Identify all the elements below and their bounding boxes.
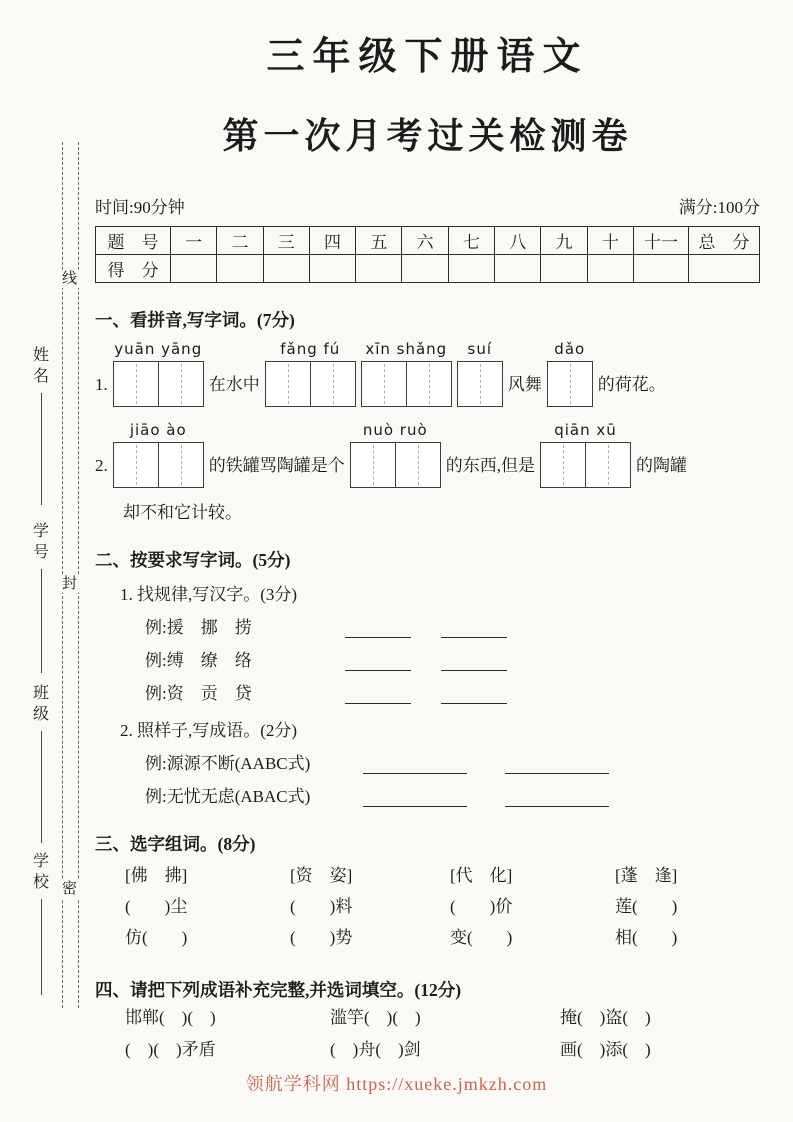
answer-blank bbox=[345, 683, 411, 704]
score-cell bbox=[448, 255, 494, 283]
score-cell bbox=[541, 255, 587, 283]
score-table-col: 十 bbox=[587, 227, 633, 255]
question-text: 的荷花。 bbox=[597, 375, 666, 395]
idiom-blank: 邯郸( )( ) bbox=[125, 1008, 216, 1028]
section2-sub1: 1. 找规律,写汉字。(3分) bbox=[120, 585, 298, 605]
writing-cell bbox=[158, 443, 203, 487]
seal-field-blank-line bbox=[41, 899, 42, 995]
choice-pair: [佛 拂] bbox=[125, 866, 188, 886]
seal-field-class bbox=[30, 684, 52, 843]
page-subtitle: 第一次月考过关检测卷 bbox=[222, 115, 633, 156]
seal-field-label: 学号 bbox=[32, 523, 49, 561]
choice-column bbox=[450, 860, 615, 953]
seal-field-label: 学校 bbox=[32, 853, 49, 891]
score-cell bbox=[356, 255, 402, 283]
answer-blank bbox=[505, 753, 609, 774]
section1-question2 bbox=[95, 421, 760, 488]
score-cell bbox=[495, 255, 541, 283]
word-blank: ( )料 bbox=[290, 897, 353, 917]
example-text: 例:援 挪 捞 bbox=[145, 618, 252, 638]
pinyin-label: fǎng fú bbox=[280, 340, 341, 359]
answer-blank bbox=[345, 617, 411, 638]
paper-content bbox=[95, 0, 760, 1066]
answer-blank bbox=[441, 683, 507, 704]
score-table-col: 一 bbox=[171, 227, 217, 255]
pinyin-box-unit bbox=[113, 421, 204, 488]
seal-field-label: 班级 bbox=[32, 685, 49, 723]
pinyin-label: qiān xū bbox=[554, 421, 617, 440]
word-blank: ( )价 bbox=[450, 897, 513, 917]
idiom-row bbox=[125, 1002, 760, 1034]
writing-cell bbox=[585, 443, 630, 487]
example-text: 例:缚 缭 络 bbox=[145, 651, 252, 671]
writing-box-grid bbox=[457, 361, 503, 407]
seal-char-secret: 密 bbox=[61, 881, 77, 897]
answer-blank bbox=[441, 617, 507, 638]
word-blank: 莲( ) bbox=[615, 897, 678, 917]
score-cell bbox=[402, 255, 448, 283]
writing-cell bbox=[266, 362, 310, 406]
footer-watermark: 领航学科网 https://xueke.jmkzh.com bbox=[245, 1074, 548, 1094]
writing-box-grid bbox=[113, 442, 204, 488]
pinyin-label: nuò ruò bbox=[362, 421, 428, 440]
writing-box-grid bbox=[113, 361, 204, 407]
section1-question1 bbox=[95, 340, 760, 407]
seal-field-blank-line bbox=[41, 569, 42, 673]
word-blank: 相( ) bbox=[615, 928, 678, 948]
score-table-col: 九 bbox=[541, 227, 587, 255]
pinyin-box-unit bbox=[113, 340, 204, 407]
score-table-col-total: 总 分 bbox=[689, 227, 760, 255]
question-number-row bbox=[96, 227, 760, 255]
idiom-row bbox=[125, 1034, 760, 1066]
question-number: 1. bbox=[95, 375, 108, 395]
score-table-col: 四 bbox=[309, 227, 355, 255]
score-table-col: 六 bbox=[402, 227, 448, 255]
answer-blank bbox=[363, 753, 467, 774]
answer-blank bbox=[505, 786, 609, 807]
pinyin-box-unit bbox=[265, 340, 356, 407]
seal-field-blank-line bbox=[41, 393, 42, 505]
score-cell bbox=[217, 255, 263, 283]
writing-box-grid bbox=[540, 442, 631, 488]
pinyin-label: jiāo ào bbox=[129, 421, 187, 440]
score-cell bbox=[309, 255, 355, 283]
writing-cell bbox=[458, 362, 502, 406]
writing-box-grid bbox=[265, 361, 356, 407]
score-cell bbox=[263, 255, 309, 283]
pattern-row bbox=[145, 679, 760, 704]
example-text: 例:源源不断(AABC式) bbox=[145, 754, 311, 774]
score-table-col: 五 bbox=[356, 227, 402, 255]
choice-pair: [代 化] bbox=[450, 866, 513, 886]
idiom-blank: 滥竽( )( ) bbox=[330, 1008, 421, 1028]
writing-box-grid bbox=[361, 361, 452, 407]
question-text: 的东西,但是 bbox=[445, 456, 535, 476]
pinyin-label: dǎo bbox=[554, 340, 586, 359]
score-table bbox=[95, 226, 760, 283]
choice-pair: [资 姿] bbox=[290, 866, 353, 886]
pinyin-box-unit bbox=[350, 421, 441, 488]
question-text: 在水中 bbox=[208, 375, 260, 395]
writing-cell bbox=[548, 362, 592, 406]
pattern-row bbox=[145, 646, 760, 671]
example-text: 例:资 贡 贷 bbox=[145, 684, 252, 704]
score-table-col: 八 bbox=[495, 227, 541, 255]
question-text: 的铁罐骂陶罐是个 bbox=[208, 456, 345, 476]
question-number: 2. bbox=[95, 456, 108, 476]
idiom-blank: 掩( )盗( ) bbox=[560, 1008, 651, 1028]
section2-heading: 二、按要求写字词。(5分) bbox=[95, 550, 291, 571]
pinyin-label: xīn shǎng bbox=[365, 340, 448, 359]
pinyin-box-unit bbox=[547, 340, 593, 407]
score-cell-total bbox=[689, 255, 760, 283]
score-row bbox=[96, 255, 760, 283]
writing-cell bbox=[114, 443, 158, 487]
idiom-blank: ( )( )矛盾 bbox=[125, 1040, 216, 1060]
seal-field-school bbox=[30, 852, 52, 995]
idiom-pattern-row bbox=[145, 782, 760, 807]
pattern-row bbox=[145, 613, 760, 638]
score-table-col: 十一 bbox=[634, 227, 689, 255]
writing-cell bbox=[541, 443, 585, 487]
writing-cell bbox=[114, 362, 158, 406]
seal-field-blank-line bbox=[41, 731, 42, 843]
score-table-col: 七 bbox=[448, 227, 494, 255]
seal-char-line: 线 bbox=[61, 271, 77, 287]
score-cell bbox=[587, 255, 633, 283]
writing-cell bbox=[351, 443, 395, 487]
pinyin-label: yuān yāng bbox=[114, 340, 203, 359]
score-table-col: 二 bbox=[217, 227, 263, 255]
idiom-blank: 画( )添( ) bbox=[560, 1040, 651, 1060]
word-blank: 仿( ) bbox=[125, 928, 188, 948]
question-text: 的陶罐 bbox=[636, 456, 687, 476]
idiom-blank: ( )舟( )剑 bbox=[330, 1040, 421, 1060]
page-title: 三年级下册语文 bbox=[266, 36, 589, 78]
score-cell bbox=[171, 255, 217, 283]
word-blank: ( )尘 bbox=[125, 897, 188, 917]
full-score-label: 满分:100分 bbox=[678, 198, 760, 218]
section2-sub2: 2. 照样子,写成语。(2分) bbox=[120, 721, 298, 741]
pinyin-box-unit bbox=[540, 421, 631, 488]
section1-heading: 一、看拼音,写字词。(7分) bbox=[95, 310, 295, 331]
choice-column bbox=[125, 860, 290, 953]
seal-margin bbox=[0, 0, 95, 1122]
writing-cell bbox=[158, 362, 203, 406]
answer-blank bbox=[363, 786, 467, 807]
writing-cell bbox=[406, 362, 451, 406]
writing-cell bbox=[395, 443, 440, 487]
seal-char-seal: 封 bbox=[61, 576, 77, 592]
question-text: 风舞 bbox=[507, 375, 542, 395]
score-row-header: 得 分 bbox=[96, 255, 171, 283]
pinyin-box-unit bbox=[361, 340, 452, 407]
time-limit-label: 时间:90分钟 bbox=[95, 198, 185, 218]
meta-row bbox=[95, 193, 760, 218]
word-blank: 变( ) bbox=[450, 928, 513, 948]
idiom-pattern-row bbox=[145, 749, 760, 774]
score-cell bbox=[634, 255, 689, 283]
seal-field-student-number bbox=[30, 522, 52, 673]
choice-column bbox=[615, 860, 760, 953]
writing-cell bbox=[310, 362, 355, 406]
writing-box-grid bbox=[547, 361, 593, 407]
answer-blank bbox=[441, 650, 507, 671]
example-text: 例:无忧无虑(ABAC式) bbox=[145, 787, 311, 807]
answer-blank bbox=[345, 650, 411, 671]
choice-pair: [蓬 逢] bbox=[615, 866, 678, 886]
seal-field-label: 姓名 bbox=[32, 347, 49, 385]
question-text-continued: 却不和它计较。 bbox=[123, 503, 242, 523]
score-table-header: 题 号 bbox=[96, 227, 171, 255]
seal-field-name bbox=[30, 346, 52, 505]
pinyin-label: suí bbox=[467, 340, 492, 359]
section3-heading: 三、选字组词。(8分) bbox=[95, 834, 256, 855]
choice-column bbox=[290, 860, 450, 953]
word-blank: ( )势 bbox=[290, 928, 353, 948]
writing-box-grid bbox=[350, 442, 441, 488]
section4-heading: 四、请把下列成语补充完整,并选词填空。(12分) bbox=[95, 980, 462, 1001]
writing-cell bbox=[362, 362, 406, 406]
pinyin-box-unit bbox=[457, 340, 503, 407]
score-table-col: 三 bbox=[263, 227, 309, 255]
character-choice-grid bbox=[125, 860, 760, 953]
